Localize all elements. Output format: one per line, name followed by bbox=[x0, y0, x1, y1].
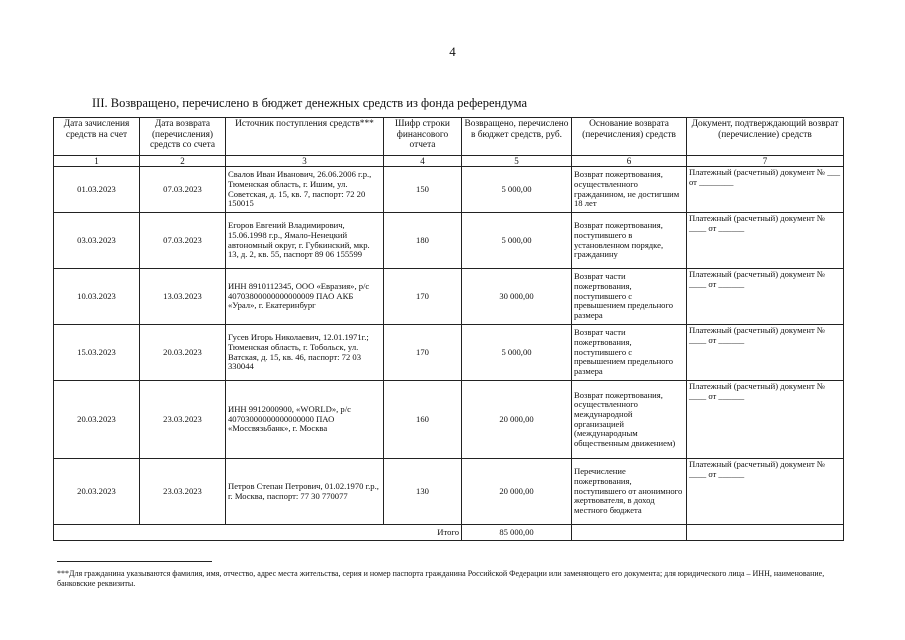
source-cell: ИНН 9912000900, «WORLD», р/с 40703000000000000000 ПАО «Моссвязьбанк», г. Москва bbox=[226, 381, 384, 459]
amount-cell: 5 000,00 bbox=[462, 325, 572, 381]
table-header-row bbox=[54, 118, 844, 156]
column-header: Шифр строки финансового отчета bbox=[384, 118, 462, 156]
total-label: Итого bbox=[54, 525, 462, 541]
total-row bbox=[54, 525, 844, 541]
column-number: 7 bbox=[687, 156, 844, 167]
table-row bbox=[54, 325, 844, 381]
date-out-cell: 23.03.2023 bbox=[140, 459, 226, 525]
code-cell: 130 bbox=[384, 459, 462, 525]
total-amount: 85 000,00 bbox=[462, 525, 572, 541]
document-cell: Платежный (расчетный) документ № ____ от ______ bbox=[687, 213, 844, 269]
code-cell: 150 bbox=[384, 167, 462, 213]
amount-cell: 5 000,00 bbox=[462, 213, 572, 269]
document-cell: Платежный (расчетный) документ № ____ от ______ bbox=[687, 381, 844, 459]
empty-cell bbox=[687, 525, 844, 541]
reason-cell: Возврат пожертвования, поступившего в установленном порядке, гражданину bbox=[572, 213, 687, 269]
reason-cell: Перечисление пожертвования, поступившего от анонимного жертвователя, в доход местного бюджета bbox=[572, 459, 687, 525]
column-number: 6 bbox=[572, 156, 687, 167]
source-cell: Гусев Игорь Николаевич, 12.01.1971г.; Тюменская область, г. Тобольск, ул. Ватская, д. 15, кв. 46, паспорт: 72 03 330044 bbox=[226, 325, 384, 381]
code-cell: 170 bbox=[384, 325, 462, 381]
code-cell: 160 bbox=[384, 381, 462, 459]
date-in-cell: 01.03.2023 bbox=[54, 167, 140, 213]
date-in-cell: 03.03.2023 bbox=[54, 213, 140, 269]
date-in-cell: 20.03.2023 bbox=[54, 381, 140, 459]
column-header: Дата зачисления средств на счет bbox=[54, 118, 140, 156]
column-header: Возвращено, перечислено в бюджет средств, руб. bbox=[462, 118, 572, 156]
date-in-cell: 20.03.2023 bbox=[54, 459, 140, 525]
page-number: 4 bbox=[449, 44, 456, 59]
amount-cell: 30 000,00 bbox=[462, 269, 572, 325]
column-header: Источник поступления средств*** bbox=[226, 118, 384, 156]
column-header: Документ, подтверждающий возврат (перечисление) средств bbox=[687, 118, 844, 156]
source-cell: ИНН 8910112345, ООО «Евразия», р/с 40703800000000000009 ПАО АКБ «Урал», г. Екатеринбург bbox=[226, 269, 384, 325]
table-row bbox=[54, 459, 844, 525]
column-number: 4 bbox=[384, 156, 462, 167]
reason-cell: Возврат части пожертвования, поступившего с превышением предельного размера bbox=[572, 325, 687, 381]
source-cell: Петров Степан Петрович, 01.02.1970 г.р., г. Москва, паспорт: 77 30 770077 bbox=[226, 459, 384, 525]
column-number: 2 bbox=[140, 156, 226, 167]
reason-cell: Возврат пожертвования, осуществленного гражданином, не достигшим 18 лет bbox=[572, 167, 687, 213]
date-out-cell: 07.03.2023 bbox=[140, 213, 226, 269]
empty-cell bbox=[572, 525, 687, 541]
date-in-cell: 15.03.2023 bbox=[54, 325, 140, 381]
date-out-cell: 23.03.2023 bbox=[140, 381, 226, 459]
column-number: 1 bbox=[54, 156, 140, 167]
footnote: ***Для гражданина указываются фамилия, имя, отчество, адрес места жительства, серия и номер паспорта гражданина Российской Федерации или заменяющего его документа; для юридического лица – ИНН, наименование, банковские реквизиты. bbox=[57, 569, 825, 588]
amount-cell: 5 000,00 bbox=[462, 167, 572, 213]
column-number: 5 bbox=[462, 156, 572, 167]
code-cell: 170 bbox=[384, 269, 462, 325]
amount-cell: 20 000,00 bbox=[462, 459, 572, 525]
code-cell: 180 bbox=[384, 213, 462, 269]
date-out-cell: 13.03.2023 bbox=[140, 269, 226, 325]
table-row bbox=[54, 381, 844, 459]
column-header: Дата возврата (перечисления) средств со счета bbox=[140, 118, 226, 156]
date-out-cell: 07.03.2023 bbox=[140, 167, 226, 213]
reason-cell: Возврат части пожертвования, поступившего с превышением предельного размера bbox=[572, 269, 687, 325]
document-cell: Платежный (расчетный) документ № ____ от ______ bbox=[687, 269, 844, 325]
source-cell: Свалов Иван Иванович, 26.06.2006 г.р., Тюменская область, г. Ишим, ул. Советская, д. 15, кв. 7, паспорт: 72 20 150015 bbox=[226, 167, 384, 213]
date-in-cell: 10.03.2023 bbox=[54, 269, 140, 325]
column-header: Основание возврата (перечисления) средств bbox=[572, 118, 687, 156]
refunds-table bbox=[53, 117, 844, 541]
source-cell: Егоров Евгений Владимирович, 15.06.1998 г.р., Ямало-Ненецкий автономный округ, г. Губкинский, мкр. 13, д. 2, кв. 55, паспорт 89 06 155599 bbox=[226, 213, 384, 269]
table-row bbox=[54, 167, 844, 213]
column-number-row bbox=[54, 156, 844, 167]
table-row bbox=[54, 213, 844, 269]
column-number: 3 bbox=[226, 156, 384, 167]
date-out-cell: 20.03.2023 bbox=[140, 325, 226, 381]
document-cell: Платежный (расчетный) документ № ___ от ________ bbox=[687, 167, 844, 213]
document-cell: Платежный (расчетный) документ № ____ от ______ bbox=[687, 459, 844, 525]
table-row bbox=[54, 269, 844, 325]
section-title: III. Возвращено, перечислено в бюджет денежных средств из фонда референдума bbox=[92, 96, 528, 110]
document-cell: Платежный (расчетный) документ № ____ от ______ bbox=[687, 325, 844, 381]
reason-cell: Возврат пожертвования, осуществленного международной организацией (международным общественным движением) bbox=[572, 381, 687, 459]
amount-cell: 20 000,00 bbox=[462, 381, 572, 459]
footnote-divider bbox=[57, 561, 212, 562]
